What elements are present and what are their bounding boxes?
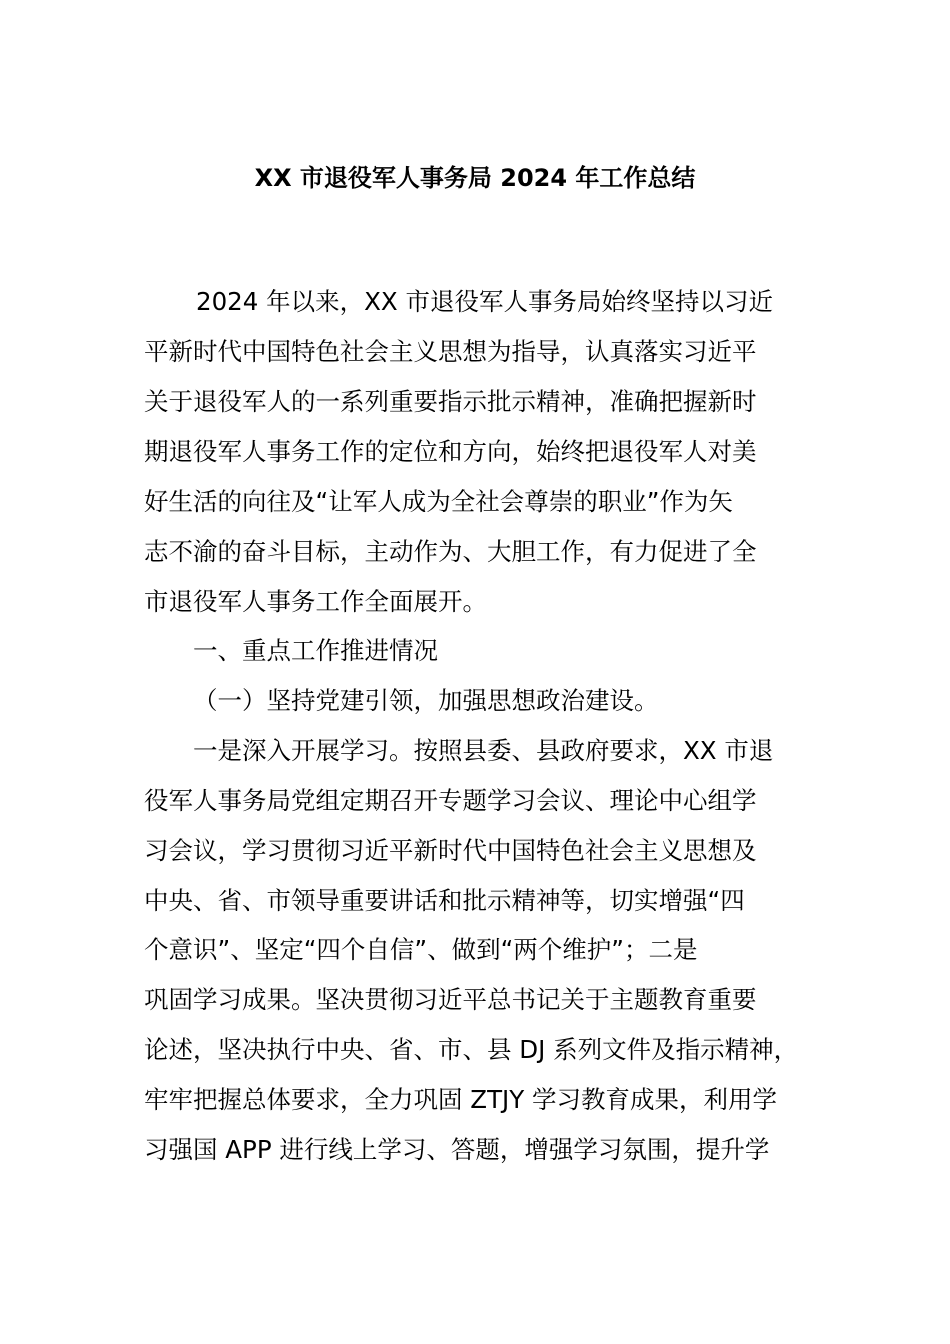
subsection-heading: （一）坚持党建引领，加强思想政治建设。 [193,686,659,715]
paragraph-line: 巩固学习成果。坚决贯彻习近平总书记关于主题教育重要 [144,985,757,1014]
paragraph-line: 论述，坚决执行中央、省、市、县 DJ 系列文件及指示精神， [144,1035,799,1064]
paragraph-line: 个意识”、坚定“四个自信”、做到“两个维护”；二是 [144,935,698,964]
paragraph-line: 志不渝的奋斗目标，主动作为、大胆工作，有力促进了全 [144,537,757,566]
paragraph-line: 牢牢把握总体要求，全力巩固 ZTJY 学习教育成果，利用学 [144,1085,778,1114]
paragraph-line: 一是深入开展学习。按照县委、县政府要求，XX 市退 [193,736,774,765]
paragraph-line: 役军人事务局党组定期召开专题学习会议、理论中心组学 [144,786,757,815]
paragraph-line: 习会议，学习贯彻习近平新时代中国特色社会主义思想及 [144,836,757,865]
paragraph-line: 中央、省、市领导重要讲话和批示精神等，切实增强“四 [144,886,745,915]
document-title: XX 市退役军人事务局 2024 年工作总结 [254,164,696,192]
paragraph-line: 平新时代中国特色社会主义思想为指导，认真落实习近平 [144,337,757,366]
paragraph-line: 关于退役军人的一系列重要指示批示精神，准确把握新时 [144,387,757,416]
paragraph-line: 好生活的向往及“让军人成为全社会尊崇的职业”作为矢 [144,487,733,516]
paragraph-line: 期退役军人事务工作的定位和方向，始终把退役军人对美 [144,437,757,466]
paragraph-line: 2024 年以来，XX 市退役军人事务局始终坚持以习近 [196,287,773,316]
paragraph-line: 市退役军人事务工作全面展开。 [144,587,487,616]
paragraph-line: 习强国 APP 进行线上学习、答题，增强学习氛围，提升学 [144,1135,770,1164]
section-heading: 一、重点工作推进情况 [193,636,438,665]
